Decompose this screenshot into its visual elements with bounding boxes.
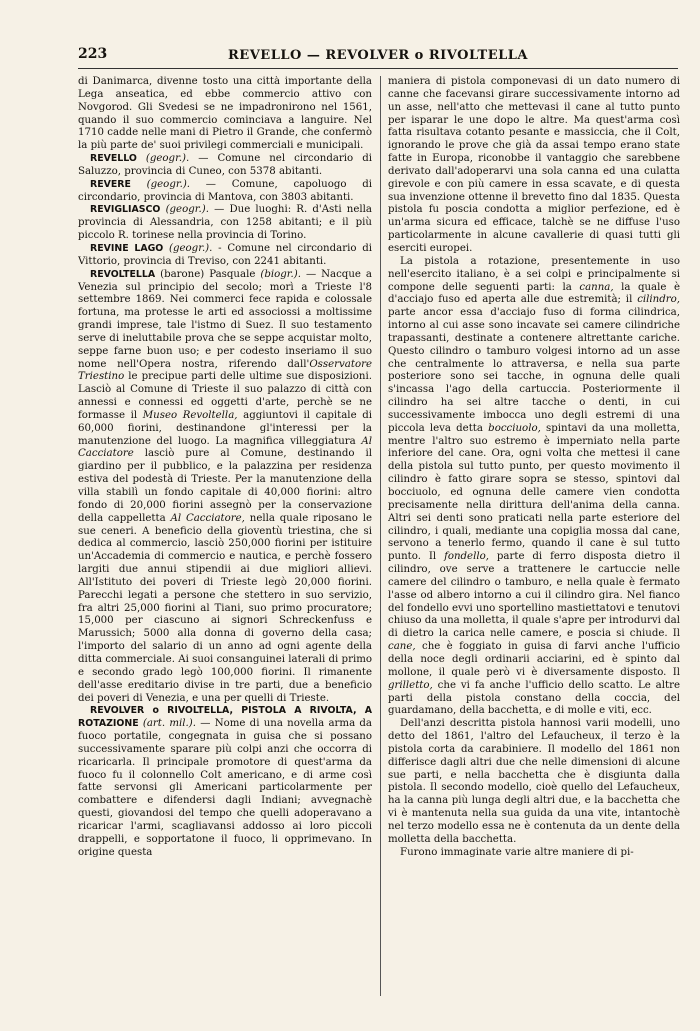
column-divider: [380, 76, 381, 996]
entry-italic: Museo Revoltella,: [142, 409, 238, 421]
entry-qualifier: (barone) Pasquale: [160, 268, 256, 280]
headword: REVIGLIASCO: [90, 204, 161, 216]
paragraph-text: maniera di pistola componevasi di un dato numero di canne che facevansi girare successivamente intorno ad un asse, nell'atto che mettevasi il cane al tutto punto per isparar le une dopo le altre. Ma quest'arma così fatta risultava cotanto pesante e massiccia, che il Colt, ignorando le prove che già da assai tempo erano state fatte in Europa, riconobbe il vantaggio che sarebbene derivato dall'adoperarvi una sola canna ed una culatta girevole e con più camere in essa scavate, e di questa sua invenzione ottenne il brevetto fino dal 1835. Questa pistola fu poscia condotta a miglior perfezione, ed è un'arma sicura ed efficace, talchè se ne diffuse l'uso particolarmente in alcune cavallerie di quasi tutti gli eserciti europei.: [388, 76, 680, 254]
running-title: REVELLO — REVOLVER o RIVOLTELLA: [228, 48, 528, 63]
left-column: [78, 76, 372, 1006]
entry-tag: (geogr.).: [169, 242, 213, 254]
entry-italic: Al Cacciatore,: [170, 512, 245, 524]
paragraph-text: la quale è d'acciajo fuso ed aperta alle due estremità; il: [388, 281, 680, 306]
entry-tag: (geogr.).: [146, 178, 191, 190]
term-italic: canna,: [579, 281, 614, 293]
entry-tag: (biogr.).: [260, 268, 301, 280]
paragraph-continuation: [388, 76, 680, 256]
term-italic: cilindro,: [637, 294, 680, 306]
entry-text: — Due luoghi: R. d'Asti nella provincia di Alessandria, con 1258 abitanti; e il più piccolo R. torinese nella provincia di Torino.: [78, 204, 372, 242]
headword: REVELLO: [90, 153, 137, 165]
entry-revolver: [78, 705, 372, 859]
right-column: [388, 76, 680, 1006]
term-italic: bocciuolo,: [488, 422, 541, 434]
entry-italic: Al Cacciatore: [78, 435, 372, 460]
paragraph-modelli: [388, 718, 680, 846]
paragraph-text: parte ancor essa d'acciajo fuso di forma cilindrica, intorno al cui asse sono incavate sei camere cilindriche trapassanti, destinate a contenere altrettante cariche. Questo cilindro o tamburo volgesi intorno ad un asse che centralmente lo attraversa, e nella sua parte posteriore sono sei tacche, in ognuna delle quali s'incassa l'ago della cartuccia. Posteriormente il cilindro ha sei altre tacche o denti, in cui successivamente imbocca uno degli estremi di una piccola leva detta: [388, 307, 680, 434]
entry-tag: (geogr.).: [145, 153, 190, 165]
page-number: 223: [78, 46, 108, 62]
entry-italic: Osservatore Triestino: [78, 358, 372, 383]
entry-revoltella: [78, 269, 372, 706]
paragraph-text: che è foggiato in guisa di farvi anche l'ufficio della noce degli ordinarii acciarini, ed è spinto dal mollone, il quale però vi è diversamente disposto. Il: [388, 641, 680, 678]
paragraph-text: che vi fa anche l'ufficio dello scatto. Le altre parti della pistola constano della coccia, del guardamano, della bacchetta, e di molle e viti, ecc.: [388, 679, 680, 717]
headword: REVINE LAGO: [90, 242, 164, 254]
entry-text: aggiuntovi il capitale di 60,000 fiorini, destinandone gl'interessi per la manutenzione del luogo. La magnifica villeggiatura: [78, 409, 372, 447]
paragraph-continuation: [78, 76, 372, 153]
paragraph-rotazione: [388, 256, 680, 718]
entry-text: — Nacque a Venezia sul principio del secolo; morì a Trieste l'8 settembre 1869. Nei commerci fece rapida e colossale fortuna, ma protesse le arti ed associossi a moltissime grandi imprese, tale l'istmo di Suez. Il suo testamento serve di ineluttabile prova che se seppe acquistar molto, seppe farne buon uso; e per codesto inseriamo il suo nome nell'Opera nostra, riferendo dall': [78, 268, 372, 370]
paragraph-text: spintavi da una molletta, mentre l'altro suo estremo è imperniato nella parte inferiore del cane. Ora, ogni volta che mettesi il cane della pistola sul tutto punto, per questo movimento il cilindro è fatto girare sopra se stesso, spintovi dal bocciuolo, ed ognuna delle camere vien condotta precisamente nella dirittura dell'anima della canna. Altri sei denti sono praticati nella parte esteriore del cilindro, i quali, mediante una copiglia mossa dal cane, servono a tenerlo fermo, quando il cane è sul tutto punto. Il: [388, 422, 680, 563]
entry-text: — Nome di una novella arma da fuoco portatile, congegnata in guisa che si possano successivamente sparare più colpi anzi che occorra di ricaricarla. Il principale promotore di quest'arma da fuoco fu il colonnello Colt americano, e di arme così fatte servonsi gli Americani particolarmente per combattere e difendersi dagli Indiani; avvegnachè questi, giovandosi del tempo che quelli adoperavano a ricaricar l'armi, scagliavansi addosso ai loro piccoli drappelli, e sopportatone il fuoco, li opprimevano. In origine questa: [78, 718, 372, 858]
entry-revello: [78, 153, 372, 179]
entry-revine-lago: [78, 243, 372, 269]
entry-text: le precipue parti delle ultime sue disposizioni. Lasciò al Comune di Trieste il suo palazzo di città con annessi e connessi ed oggetti d'arte, perchè se ne formasse il: [78, 371, 372, 421]
term-italic: fondello,: [444, 551, 489, 563]
entry-text: lasciò pure al Comune, destinando il giardino per il pubblico, e la palazzina per residenza estiva del podestà di Trieste. Per la manutenzione della villa stabilì un fondo capitale di 40,000 fiorini: altro fondo di 20,000 fiorini assegnò per la conservazione della cappelletta: [78, 448, 372, 524]
headword: REVOLVER o RIVOLTELLA, PISTOLA A RIVOLTA, A ROTAZIONE: [78, 705, 372, 730]
paragraph-text: Furono immaginate varie altre maniere di pi-: [400, 846, 634, 858]
paragraph-text: parte di ferro disposta dietro il cilindro, ove serve a trattenere le cartuccie nelle camere del cilindro o tamburo, e nella quale è fermato l'asse od albero intorno a cui il cilindro gira. Nel fianco del fondello evvi uno sportellino mastiettatovi e tenutovi chiuso da una molletta, il quale s'apre per introdurvi dal di dietro la carica nelle camere, e poscia si chiude. Il: [388, 551, 680, 640]
page-header: [78, 46, 678, 69]
paragraph-text: Dell'anzi descritta pistola hannosi varii modelli, uno detto del 1861, l'altro del Lefaucheux, il terzo è la pistola corta da carabiniere. Il modello del 1861 non differisce dagli altri due che nelle dimensioni di alcune sue parti, e nella bacchetta che è disgiunta dalla pistola. Il secondo modello, cioè quello del Lefaucheux, ha la canna più lunga degli altri due, e la bacchetta che vi è mantenuta nella sua guida da una vite, intantochè nel terzo modello essa ne è contenuta da un dente della molletta della bacchetta.: [388, 718, 680, 845]
entry-text: — Comune nel circondario di Saluzzo, provincia di Cuneo, con 5378 abitanti.: [78, 153, 372, 177]
entry-text: - Comune nel circondario di Vittorio, provincia di Treviso, con 2241 abitanti.: [78, 242, 372, 267]
paragraph-text: La pistola a rotazione, presentemente in uso nell'esercito italiano, è a sei colpi e principalmente si compone delle seguenti parti: la: [388, 255, 680, 293]
entry-text: nella quale riposano le sue ceneri. A beneficio della gioventù triestina, che si dedica al commercio, lasciò 250,000 fiorini per istituire un'Accademia di commercio e nautica, e perchè fossero largiti due annui stipendii ai due migliori allievi. All'Istituto dei poveri di Trieste legò 20,000 fiorini. Parecchi legati a persone che stettero in suo servizio, fra altri 25,000 fiorini al Tiani, suo primo procuratore; 15,000 per ciascuno ai signori Schreckenfuss e Marussich; 5000 alla donna di governo della casa; l'importo del salario di un anno ad ogni agente della ditta commerciale. Ai suoi consanguinei laterali di primo e secondo grado legò 100,000 fiorini. Il rimanente dell'asse ereditario divise in tre parti, due a beneficio dei poveri di Venezia, e una per quelli di Trieste.: [78, 512, 372, 704]
entry-tag: (geogr.).: [165, 204, 209, 216]
entry-revere: [78, 179, 372, 205]
entry-revigliasco: [78, 204, 372, 243]
entry-text: — Comune, capoluogo di circondario, provincia di Mantova, con 3803 abitanti.: [78, 178, 372, 203]
paragraph-text: di Danimarca, divenne tosto una città importante della Lega anseatica, ed ebbe commercio attivo con Novgorod. Gli Svedesi se ne impadronirono nel 1561, quando il suo commercio cominciava a languire. Nel 1710 cadde nelle mani di Pietro il Grande, che confermò la più parte de' suoi privilegi commerciali e municipali.: [78, 76, 372, 152]
term-italic: grilletto,: [388, 679, 433, 691]
entry-tag: (art. mil.).: [142, 718, 197, 730]
paragraph-final: [388, 847, 680, 860]
headword: REVOLTELLA: [90, 268, 156, 280]
headword: REVERE: [90, 178, 131, 190]
term-italic: cane,: [388, 641, 416, 653]
